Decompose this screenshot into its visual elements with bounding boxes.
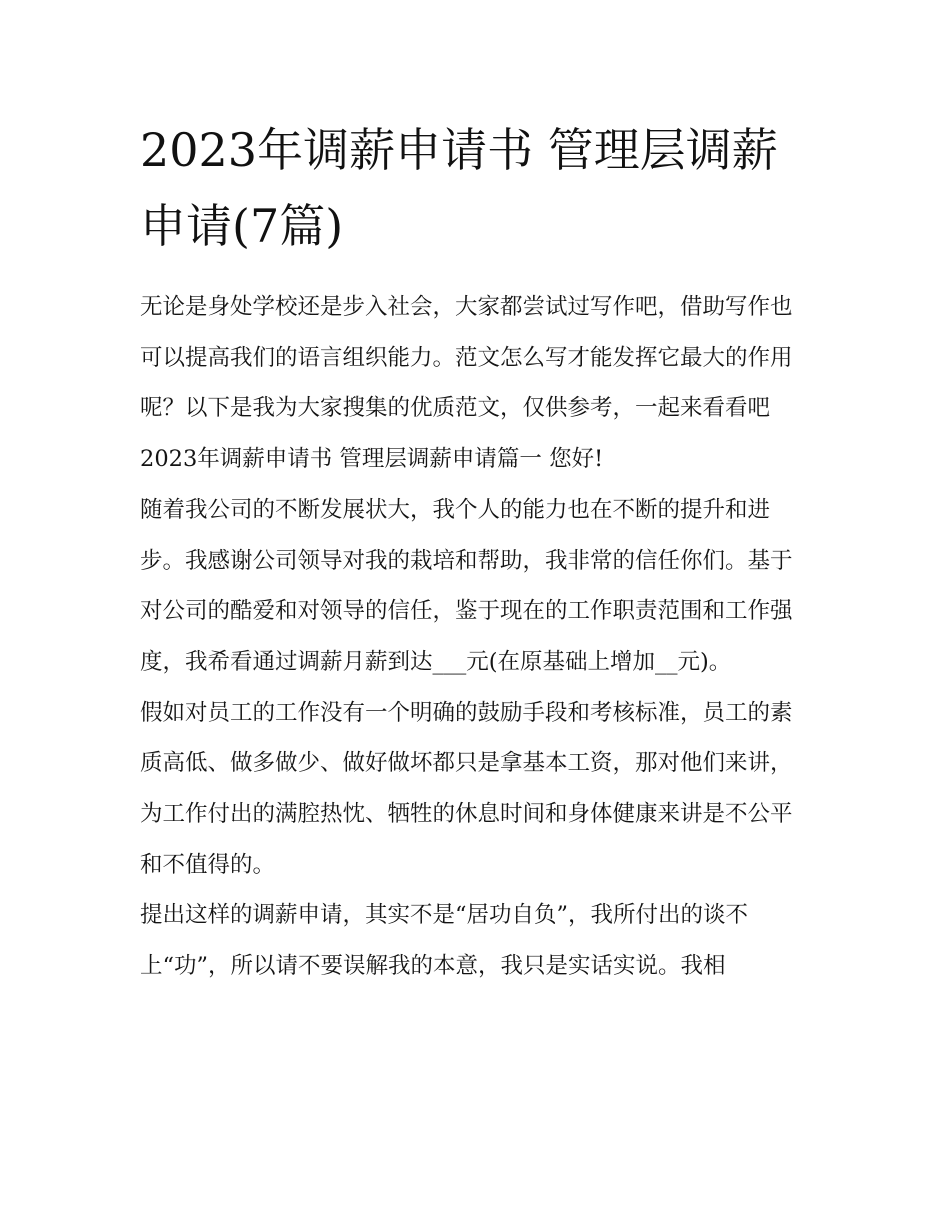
intro-paragraph: 无论是身处学校还是步入社会，大家都尝试过写作吧，借助写作也可以提高我们的语言组织能力。范文怎么写才能发挥它最大的作用呢？以下是我为大家搜集的优质范文，仅供参考，一起来看看吧: [140, 294, 793, 422]
body-paragraph: 假如对员工的工作没有一个明确的鼓励手段和考核标准，员工的素质高低、做多做少、做好做坏都只是拿基本工资，那对他们来讲，为工作付出的满腔热忱、牺牲的休息时间和身体健康来讲是不公平和不值得的。: [140, 699, 793, 878]
body-paragraph: 提出这样的调薪申请，其实不是“居功自负”，我所付出的谈不上“功”，所以请不要误解我的本意，我只是实话实说。我相: [140, 902, 749, 980]
document-title: 2023年调薪申请书 管理层调薪申请(7篇): [140, 123, 778, 253]
section-heading: 2023年调薪申请书 管理层调薪申请篇一 您好!: [140, 446, 604, 473]
document-body: [140, 282, 812, 992]
body-paragraph: 随着我公司的不断发展状大，我个人的能力也在不断的提升和进步。我感谢公司领导对我的栽培和帮助，我非常的信任你们。基于对公司的酷爱和对领导的信任，鉴于现在的工作职责范围和工作强度，我希看通过调薪月薪到达___元(在原基础上增加__元)。: [140, 496, 793, 675]
